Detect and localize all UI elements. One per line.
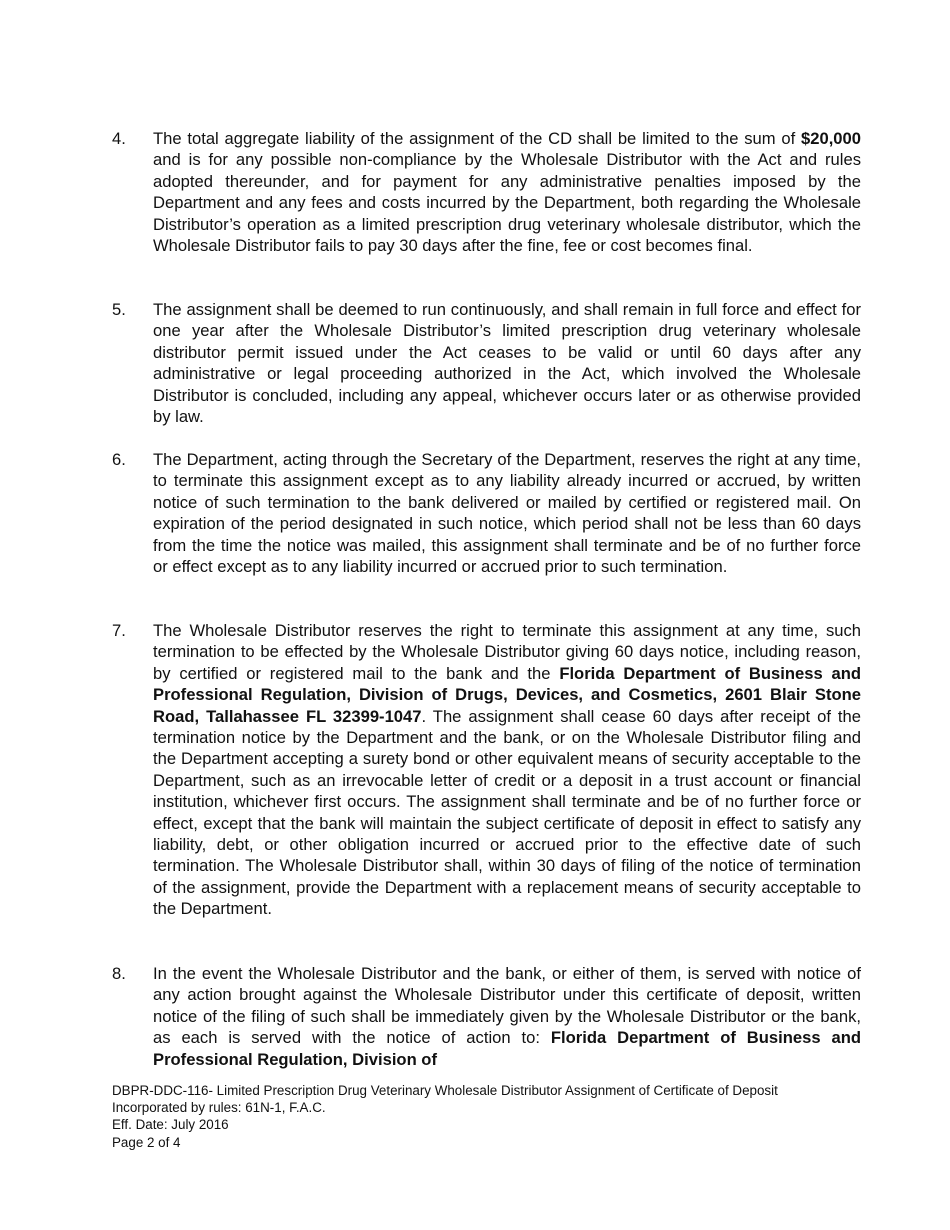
clause-6 [112, 449, 861, 577]
clause-text [153, 299, 861, 427]
footer-page-number: Page 2 of 4 [112, 1134, 181, 1150]
clause-text [153, 620, 861, 920]
clause-text-part: The Wholesale Distributor reserves the right to terminate this assignment at any time, such termination to be effected by the Wholesale Distributor giving 60 days notice, including reason, by certified or registered mail to the bank and the [153, 621, 861, 683]
clause-text [153, 128, 861, 256]
clause-5 [112, 299, 861, 427]
clause-text-part: The assignment shall be deemed to run continuously, and shall remain in full force and effect for one year after the Wholesale Distributor’s limited prescription drug veterinary wholesale distributor permit issued under the Act ceases to be valid or until 60 days after any administrative or legal proceeding authorized in the Act, which involved the Wholesale Distributor is concluded, including any appeal, whichever occurs later or as otherwise provided by law. [153, 300, 861, 427]
clause-number: 8. [112, 964, 126, 983]
clause-8 [112, 963, 861, 1070]
clause-text-part: and is for any possible non-compliance by the Wholesale Distributor with the Act and rules adopted thereunder, and for payment for any administrative penalties imposed by the Department and any fees and costs incurred by the Department, both regarding the Wholesale Distributor’s operation as a limited prescription drug veterinary wholesale distributor, which the Wholesale Distributor fails to pay 30 days after the fine, fee or cost becomes final. [153, 150, 861, 256]
clause-text-part: The total aggregate liability of the assignment of the CD shall be limited to the sum of [153, 129, 802, 148]
clause-number: 6. [112, 450, 126, 469]
page-footer [112, 1082, 778, 1151]
clause-text-part: . The assignment shall cease 60 days after receipt of the termination notice by the Department and the bank, or on the Wholesale Distributor filing and the Department accepting a surety bond or other equivalent means of security acceptable to the Department, such as an irrevocable letter of credit or a deposit in a trust account or financial institution, whichever first occurs. The assignment shall terminate and be of no further force or effect, except that the bank will maintain the subject certificate of deposit in effect to satisfy any liability, debt, or other obligation incurred or accrued prior to the effective date of such termination. The Wholesale Distributor shall, within 30 days of filing of the notice of termination of the assignment, provide the Department with a replacement means of security acceptable to the Department. [153, 706, 862, 919]
clause-text [153, 449, 861, 577]
clause-number: 7. [112, 621, 126, 640]
clause-text [153, 963, 861, 1070]
footer-eff-date: Eff. Date: July 2016 [112, 1117, 229, 1133]
clause-text-part-bold: Florida Department of Business and Professional Regulation, Division of Drugs, Devices, and Cosmetics, 2601 Blair Stone Road, Tallahassee FL 32399-1047 [153, 663, 862, 726]
clause-7 [112, 620, 861, 920]
clause-text-part-bold: $20,000 [801, 129, 861, 148]
clause-text-part: The Department, acting through the Secretary of the Department, reserves the right at any time, to terminate this assignment except as to any liability already incurred or accrued, by written notice of such termination to the bank delivered or mailed by certified or registered mail. On expiration of the period designated in such notice, which period shall not be less than 60 days from the time the notice was mailed, this assignment shall terminate and be of no further force or effect except as to any liability incurred or accrued prior to such termination. [153, 450, 861, 577]
footer-form-title: DBPR-DDC-116- Limited Prescription Drug Veterinary Wholesale Distributor Assignment of Certificate of Deposit [112, 1083, 778, 1098]
footer-incorporated: Incorporated by rules: 61N-1, F.A.C. [112, 1100, 326, 1116]
clause-text-part: In the event the Wholesale Distributor and the bank, or either of them, is served with notice of any action brought against the Wholesale Distributor under this certificate of deposit, written notice of the filing of such shall be immediately given by the Wholesale Distributor or the bank, as each is served with the notice of action to: [153, 964, 861, 1048]
clause-4 [112, 128, 861, 256]
clause-number: 4. [112, 129, 126, 148]
clause-text-part-bold: Florida Department of Business and Professional Regulation, Division of [153, 1028, 861, 1069]
clause-number: 5. [112, 300, 126, 319]
